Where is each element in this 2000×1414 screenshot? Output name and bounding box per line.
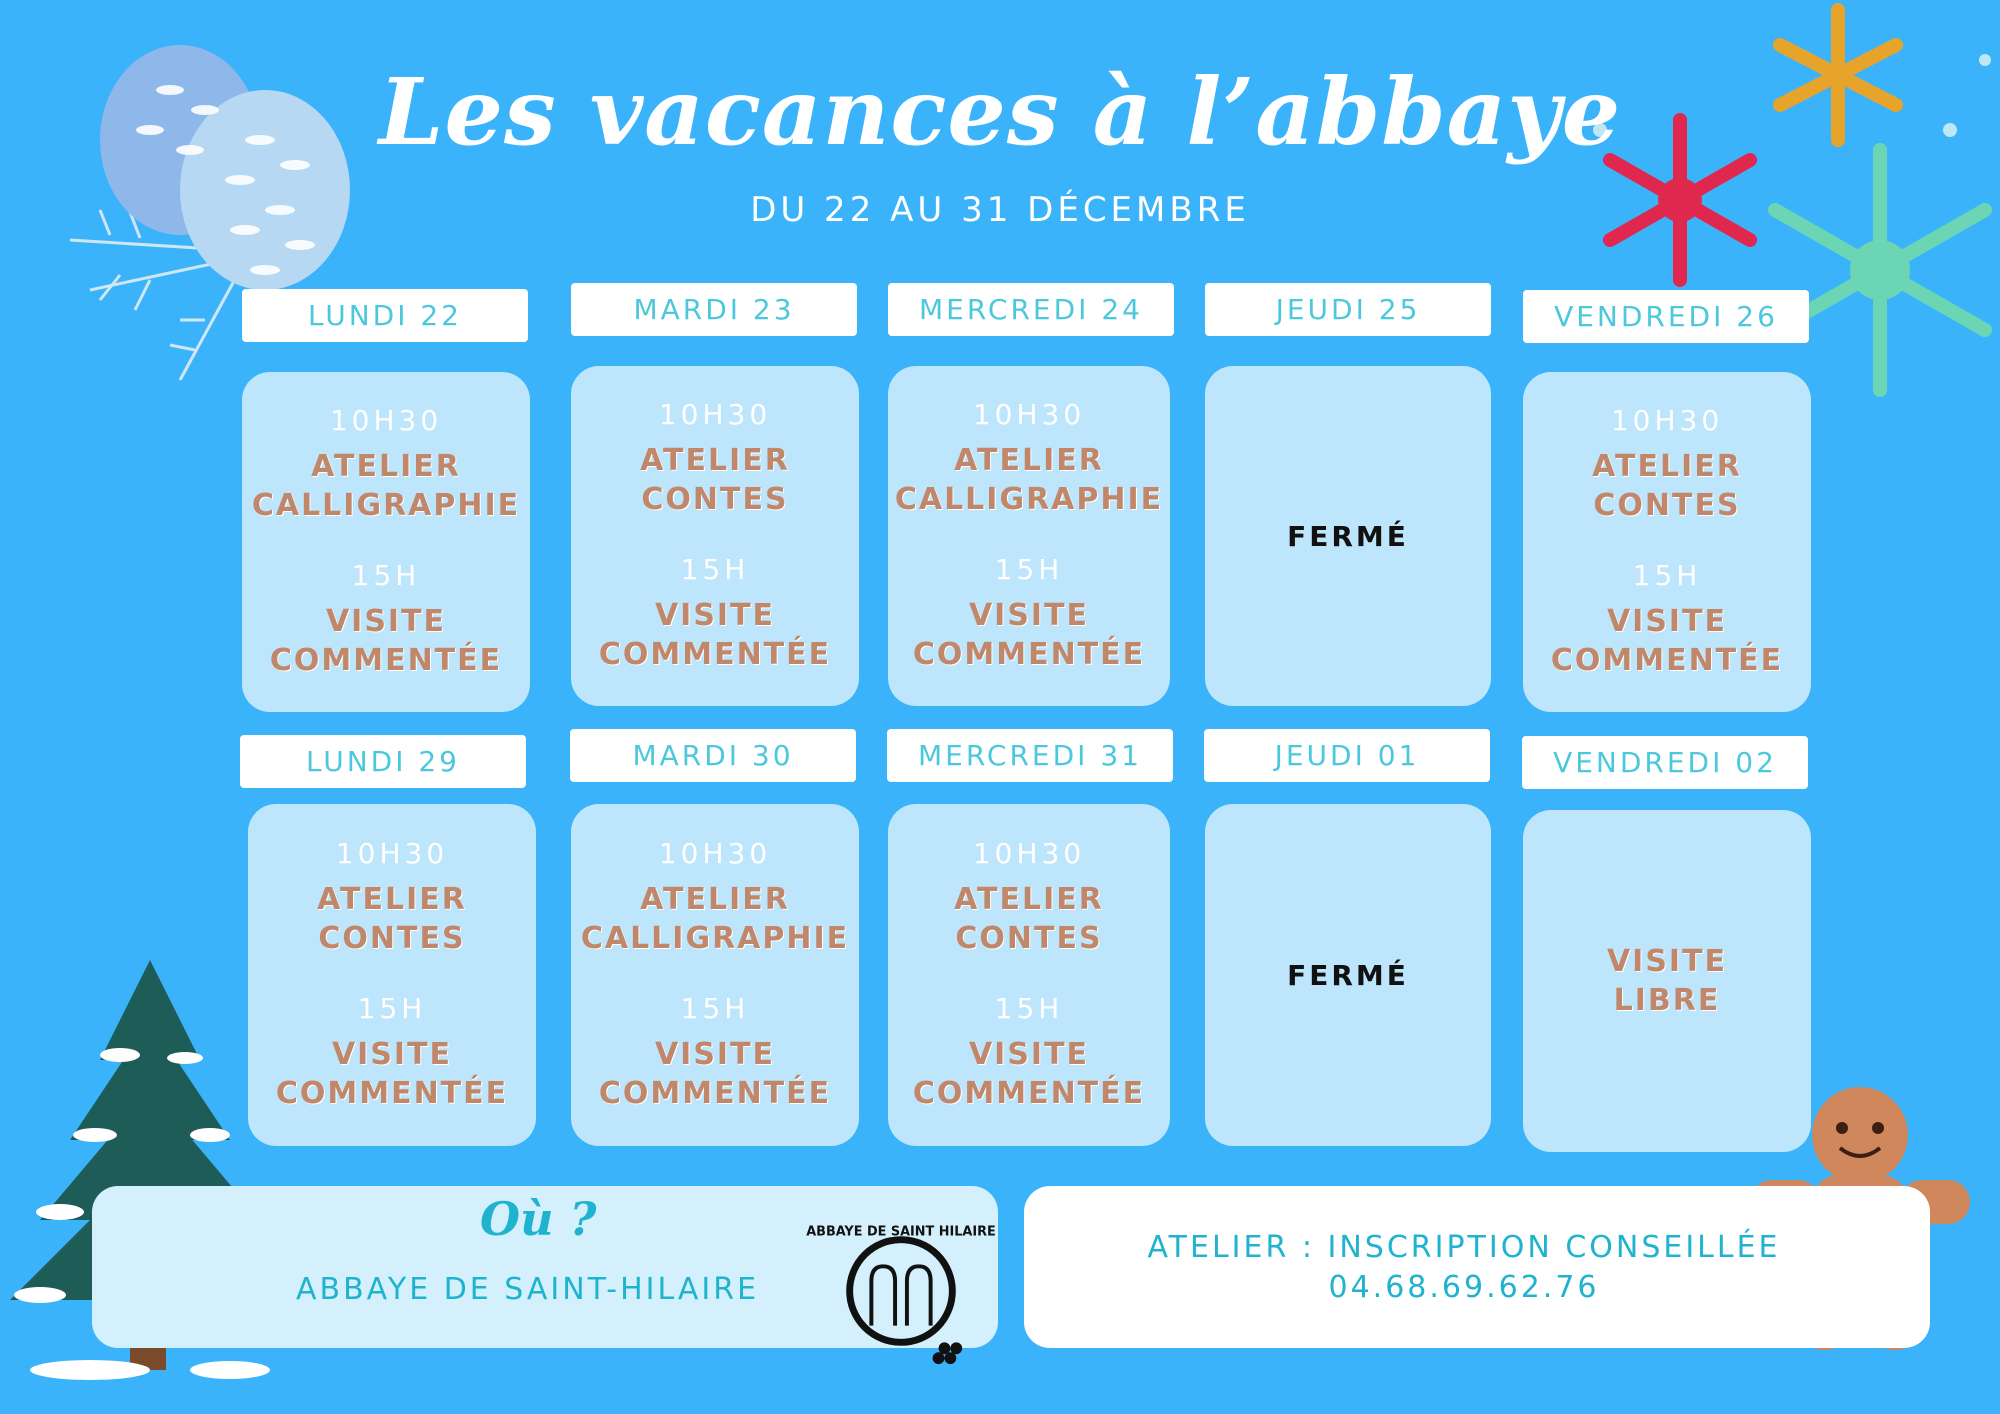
- phone-number: 04.68.69.62.76: [1328, 1270, 1600, 1305]
- morning-time: 10H30: [1610, 404, 1724, 437]
- day-card-monday-22: [242, 372, 530, 712]
- afternoon-activity-line1: VISITE: [654, 598, 776, 633]
- abbey-logo: [806, 1212, 996, 1370]
- morning-activity-line2: CONTES: [1593, 488, 1741, 523]
- afternoon-activity-line2: COMMENTÉE: [912, 1076, 1146, 1111]
- afternoon-activity-line1: VISITE: [331, 1037, 453, 1072]
- inscription-info: [1100, 1228, 1828, 1308]
- morning-time: 10H30: [658, 837, 772, 870]
- location-address: ABBAYE DE SAINT-HILAIRE: [296, 1272, 760, 1307]
- day-card-monday-29: [248, 804, 536, 1146]
- day-card-thursday-01: [1205, 804, 1491, 1146]
- afternoon-activity-line1: VISITE: [1606, 604, 1728, 639]
- afternoon-time: 15H: [994, 992, 1064, 1025]
- day-label-monday-22: LUNDI 22: [242, 289, 528, 342]
- morning-activity-line1: ATELIER: [640, 443, 790, 478]
- day-card-tuesday-30: [571, 804, 859, 1146]
- morning-activity-line2: CALLIGRAPHIE: [580, 921, 850, 956]
- day-label-tuesday-23: MARDI 23: [571, 283, 857, 336]
- day-card-wednesday-31: [888, 804, 1170, 1146]
- afternoon-activity-line2: COMMENTÉE: [269, 643, 503, 678]
- free-visit-line1: VISITE: [1606, 944, 1728, 979]
- afternoon-activity-line1: VISITE: [968, 1037, 1090, 1072]
- closed-label: FERMÉ: [1287, 519, 1409, 553]
- afternoon-time: 15H: [351, 559, 421, 592]
- date-range-subtitle: DU 22 AU 31 DÉCEMBRE: [750, 190, 1250, 230]
- day-card-friday-26: [1523, 372, 1811, 712]
- day-label-friday-02: VENDREDI 02: [1522, 736, 1808, 789]
- morning-time: 10H30: [335, 837, 449, 870]
- day-label-monday-29: LUNDI 29: [240, 735, 526, 788]
- day-card-wednesday-24: [888, 366, 1170, 706]
- morning-time: 10H30: [972, 837, 1086, 870]
- morning-time: 10H30: [658, 398, 772, 431]
- inscription-text: ATELIER : INSCRIPTION CONSEILLÉE: [1147, 1230, 1781, 1265]
- afternoon-activity-line2: COMMENTÉE: [598, 1076, 832, 1111]
- day-card-friday-02: [1523, 810, 1811, 1152]
- morning-time: 10H30: [972, 398, 1086, 431]
- day-card-tuesday-23: [571, 366, 859, 706]
- morning-activity-line1: ATELIER: [640, 882, 790, 917]
- afternoon-activity-line2: COMMENTÉE: [912, 637, 1146, 672]
- afternoon-activity-line2: COMMENTÉE: [275, 1076, 509, 1111]
- afternoon-time: 15H: [680, 992, 750, 1025]
- day-label-friday-26: VENDREDI 26: [1523, 290, 1809, 343]
- afternoon-activity-line1: VISITE: [654, 1037, 776, 1072]
- afternoon-activity-line1: VISITE: [325, 604, 447, 639]
- closed-label: FERMÉ: [1287, 958, 1409, 992]
- day-label-thursday-25: JEUDI 25: [1205, 283, 1491, 336]
- location-title: Où ?: [480, 1192, 597, 1246]
- morning-time: 10H30: [329, 404, 443, 437]
- day-label-wednesday-31: MERCREDI 31: [887, 729, 1173, 782]
- morning-activity-line2: CONTES: [641, 482, 789, 517]
- morning-activity-line1: ATELIER: [311, 449, 461, 484]
- day-card-thursday-25: [1205, 366, 1491, 706]
- afternoon-time: 15H: [994, 553, 1064, 586]
- morning-activity-line2: CONTES: [318, 921, 466, 956]
- day-label-wednesday-24: MERCREDI 24: [888, 283, 1174, 336]
- morning-activity-line1: ATELIER: [317, 882, 467, 917]
- morning-activity-line1: ATELIER: [954, 882, 1104, 917]
- morning-activity-line2: CONTES: [955, 921, 1103, 956]
- morning-activity-line1: ATELIER: [954, 443, 1104, 478]
- afternoon-time: 15H: [680, 553, 750, 586]
- afternoon-time: 15H: [1632, 559, 1702, 592]
- afternoon-activity-line2: COMMENTÉE: [598, 637, 832, 672]
- day-label-thursday-01: JEUDI 01: [1204, 729, 1490, 782]
- abbey-logo-text: ABBAYE DE SAINT HILAIRE: [806, 1224, 996, 1240]
- afternoon-activity-line2: COMMENTÉE: [1550, 643, 1784, 678]
- morning-activity-line2: CALLIGRAPHIE: [894, 482, 1164, 517]
- page-title: Les vacances à l’abbaye: [378, 58, 1622, 166]
- day-label-tuesday-30: MARDI 30: [570, 729, 856, 782]
- afternoon-activity-line1: VISITE: [968, 598, 1090, 633]
- free-visit-line2: LIBRE: [1613, 983, 1721, 1018]
- morning-activity-line1: ATELIER: [1592, 449, 1742, 484]
- afternoon-time: 15H: [357, 992, 427, 1025]
- morning-activity-line2: CALLIGRAPHIE: [251, 488, 521, 523]
